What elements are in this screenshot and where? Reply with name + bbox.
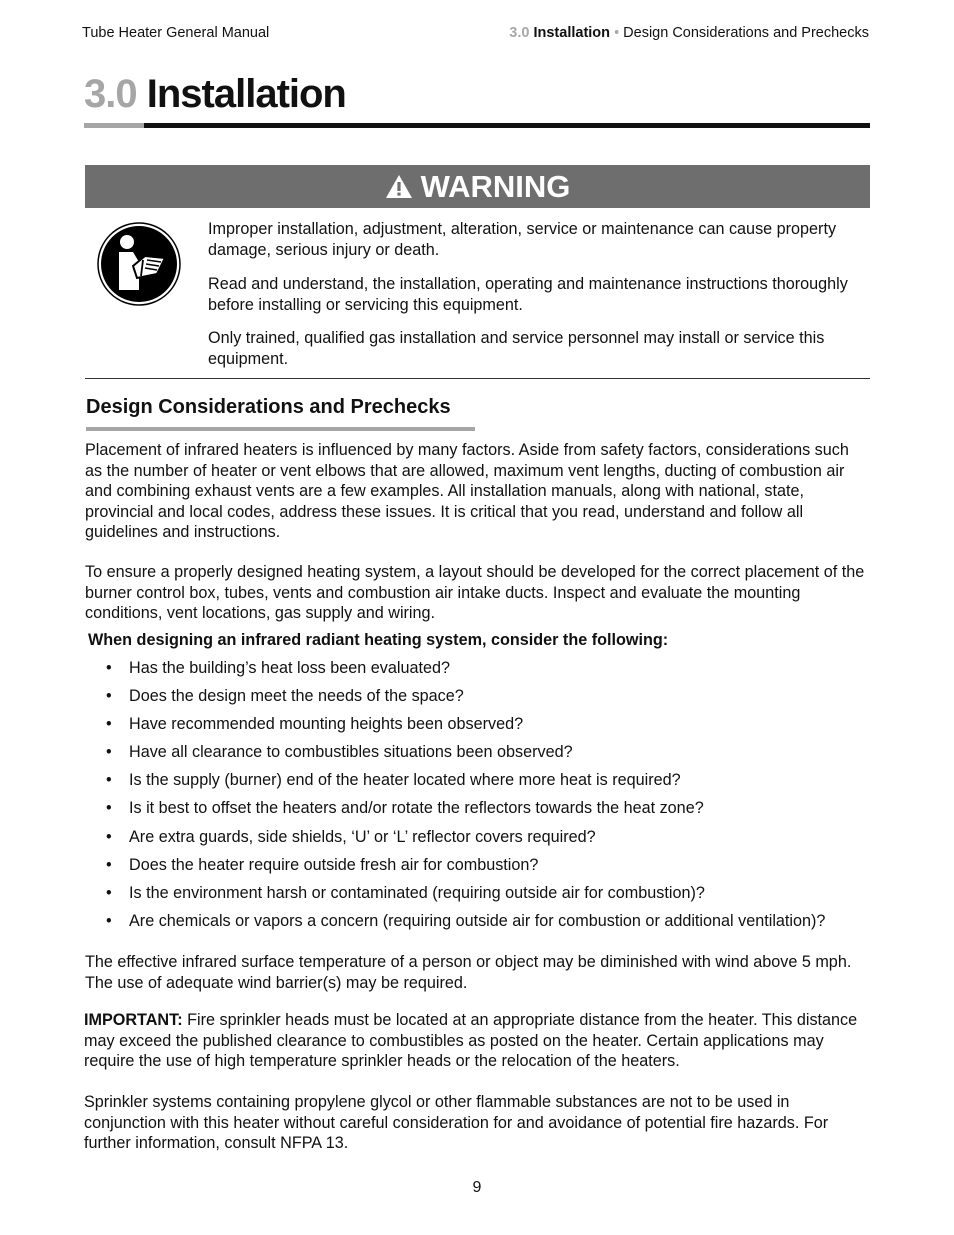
page-number: 9 [472,1179,482,1196]
running-header-section-name: Installation [533,25,611,41]
list-item: • Is it best to offset the heaters and/or rotate the reflectors towards the heat zone? [106,797,871,825]
important-note [84,1010,869,1072]
warning-triangle-icon [385,174,413,199]
warning-divider [85,378,870,379]
chapter-number: 3.0 [84,72,137,116]
list-item: • Are chemicals or vapors a concern (requiring outside air for combustion or additional ventilation)? [106,910,871,938]
list-item: • Is the environment harsh or contaminated (requiring outside air for combustion)? [106,882,871,910]
body-paragraph: Placement of infrared heaters is influenced by many factors. Aside from safety factors, considerations such as the number of heater or vent elbows that are allowed, maximum vent lengths, ducting of combustion air and combining exhaust vents are a few examples. All installation manuals, along with national, state, provincial and local codes, address these issues. It is critical that you read, understand and follow all guidelines and instructions. [85,441,849,541]
title-rule [144,123,870,128]
running-header-section-number: 3.0 [509,25,530,41]
sprinkler-note: Sprinkler systems containing propylene glycol or other flammable substances are not to be used in conjunction with this heater without careful consideration for and avoidance of potential fire hazards. For further information, consult NFPA 13. [84,1093,829,1152]
list-intro: When designing an infrared radiant heating system, consider the following: [88,631,669,649]
chapter-name: Installation [146,72,346,116]
important-label: IMPORTANT: [84,1011,183,1029]
list-item: • Does the design meet the needs of the space? [106,685,871,713]
running-header-manual-title: Tube Heater General Manual [82,25,270,41]
list-item: • Has the building’s heat loss been evaluated? [106,657,871,685]
body-paragraph: To ensure a properly designed heating system, a layout should be developed for the correct placement of the burner control box, tubes, vents and combustion air intake ducts. Inspect and evaluate the mounting conditions, vent locations, gas supply and wiring. [85,563,865,622]
wind-note: The effective infrared surface temperature of a person or object may be diminished with wind above 5 mph. The use of adequate wind barrier(s) may be required. [85,953,852,992]
warning-banner [85,165,870,208]
warning-label: WARNING [420,168,571,204]
warning-paragraph: Read and understand, the installation, operating and maintenance instructions thoroughly before installing or servicing this equipment. [208,275,848,314]
list-item: • Is the supply (burner) end of the heater located where more heat is required? [106,769,871,797]
running-header-subsection: Design Considerations and Prechecks [623,25,869,41]
section-heading: Design Considerations and Prechecks [86,396,451,418]
title-rule-accent [84,123,144,128]
list-item: • Have all clearance to combustibles situations been observed? [106,741,871,769]
list-item: • Does the heater require outside fresh air for combustion? [106,854,871,882]
read-manual-icon [97,222,181,306]
considerations-list [106,657,871,938]
list-item: • Have recommended mounting heights been observed? [106,713,871,741]
warning-paragraph: Only trained, qualified gas installation and service personnel may install or service this equipment. [208,329,825,368]
warning-paragraph: Improper installation, adjustment, alteration, service or maintenance can cause property damage, serious injury or death. [208,220,837,259]
section-heading-underline [86,427,475,431]
list-item: • Are extra guards, side shields, ‘U’ or ‘L’ reflector covers required? [106,826,871,854]
important-text: Fire sprinkler heads must be located at an appropriate distance from the heater. This distance may exceed the published clearance to combustibles as posted on the heater. Certain applications may require the use of high temperature sprinkler heads or the relocation of the heaters. [84,1011,858,1070]
running-header-section [509,25,869,41]
chapter-title [84,72,346,117]
running-header-separator: • [614,25,620,41]
